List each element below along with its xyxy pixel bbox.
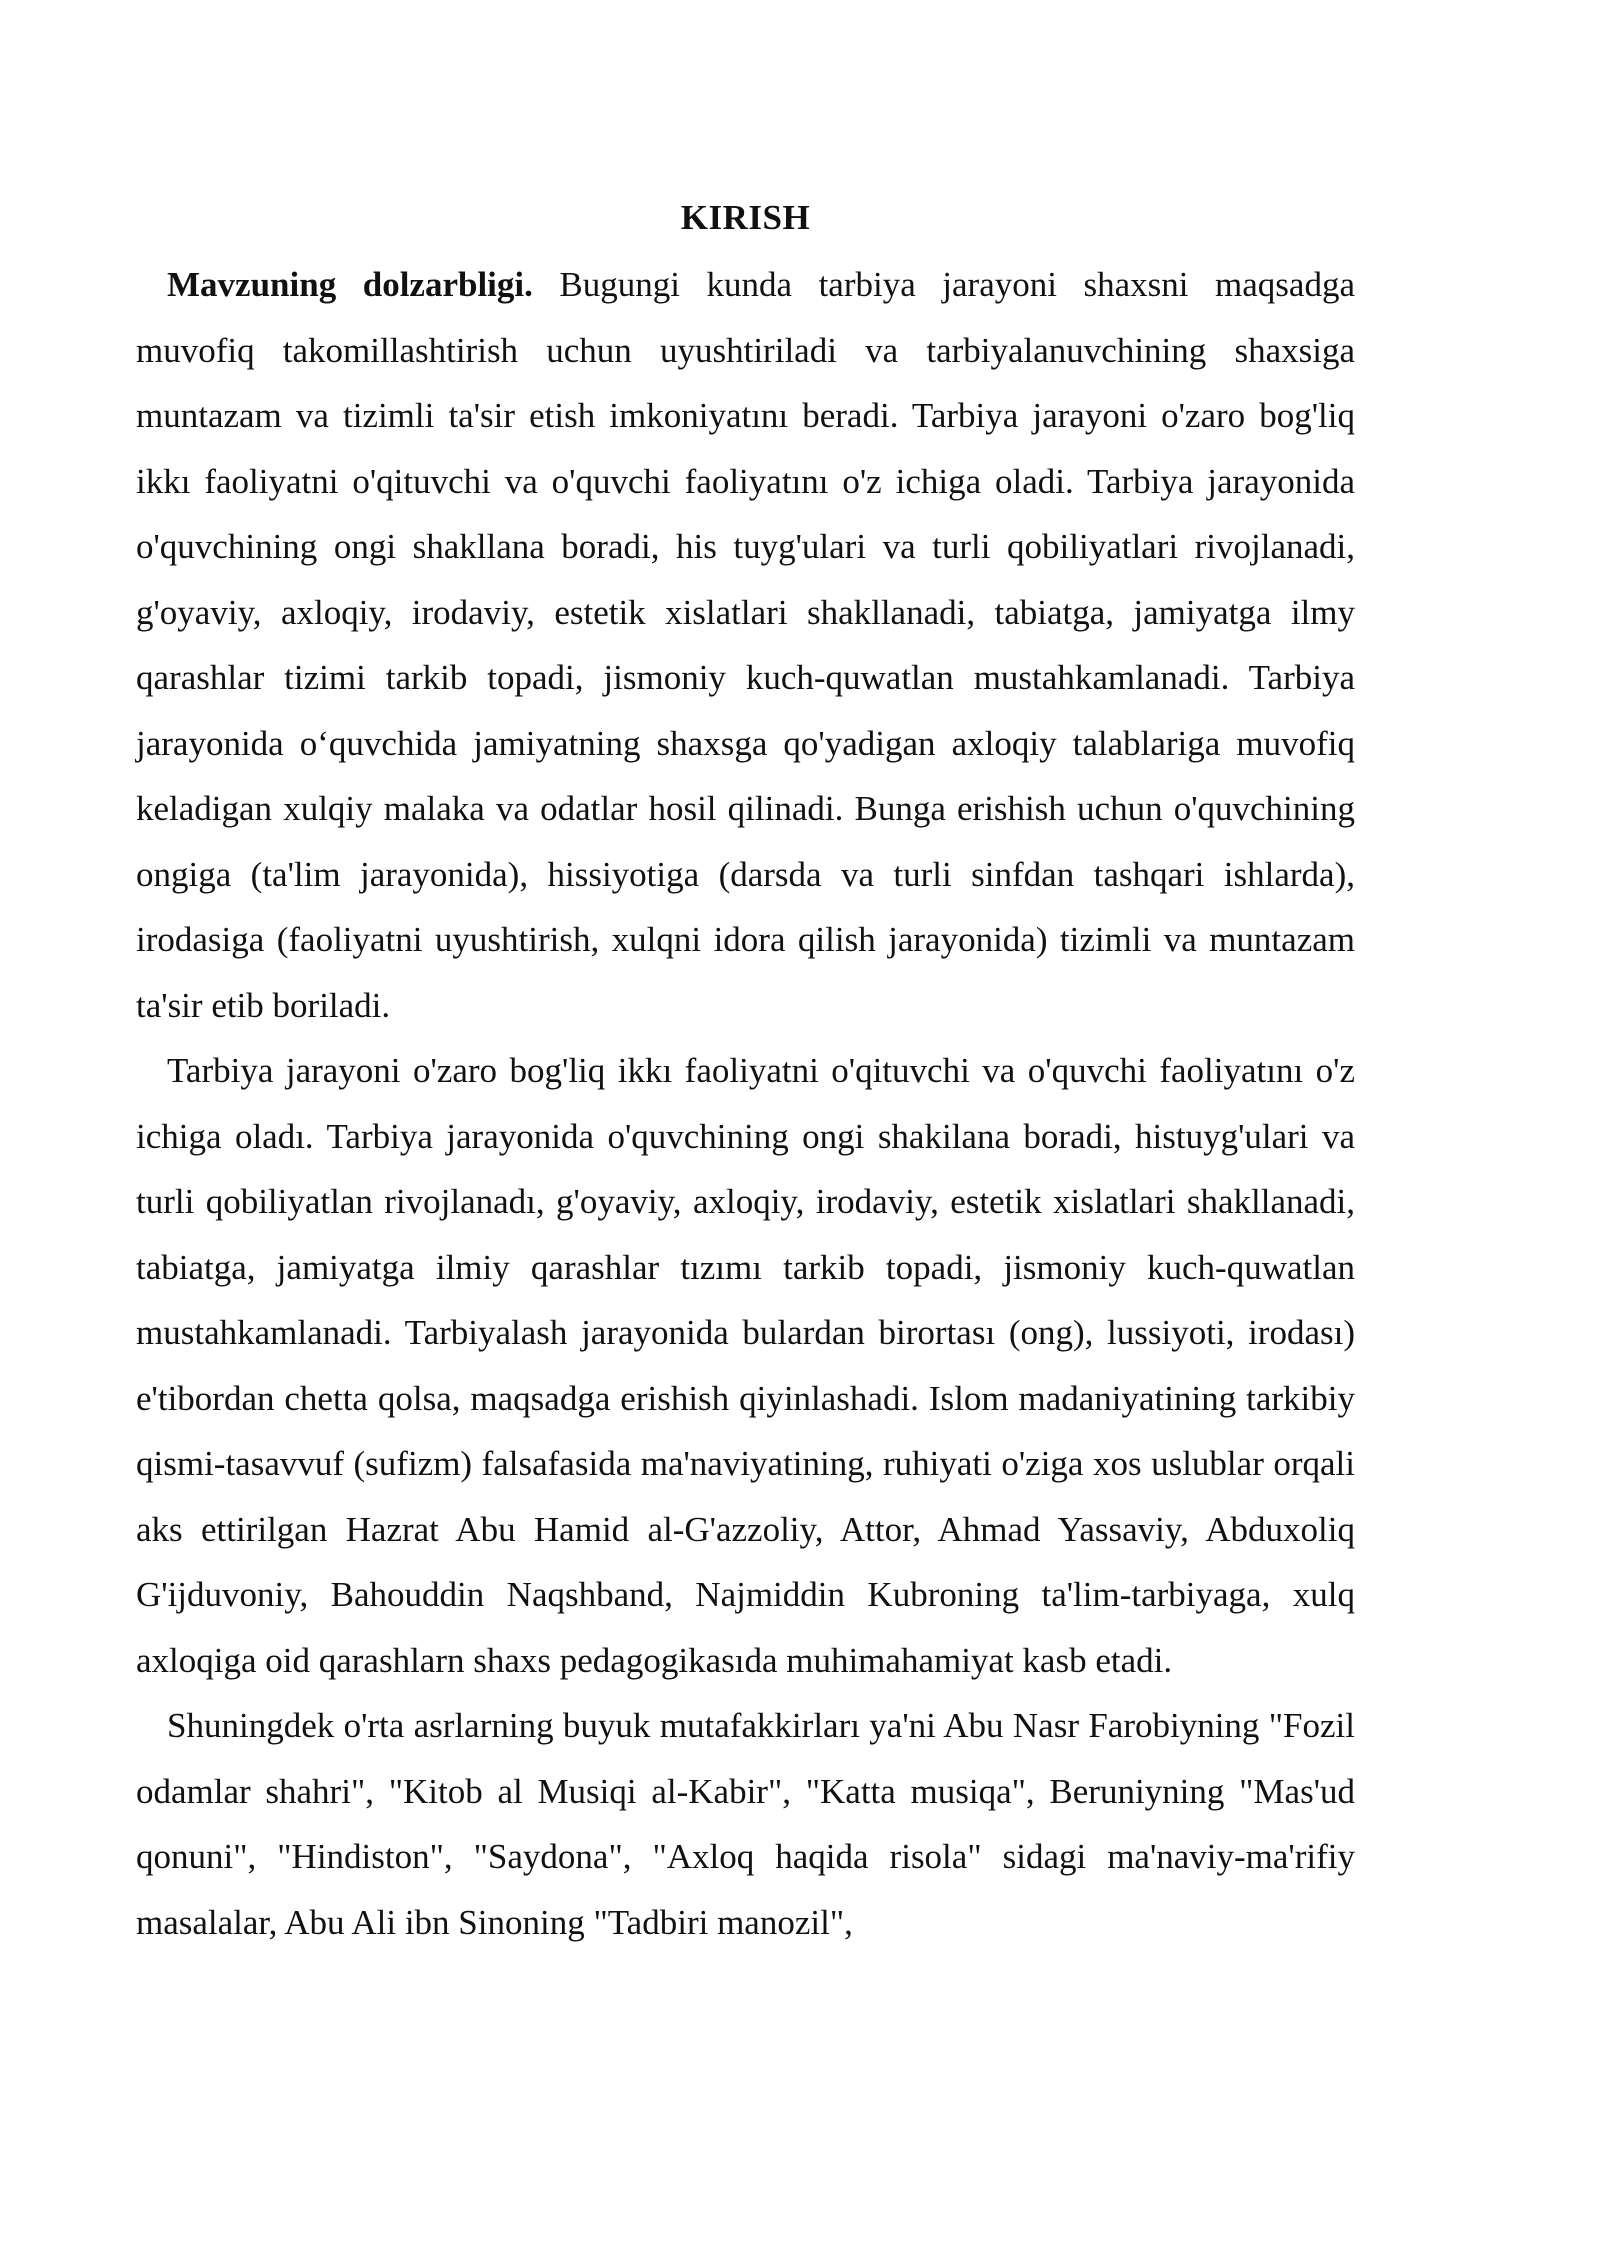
paragraph-lead: Mavzuning dolzarbligi.	[167, 265, 533, 304]
paragraph-upbringing-process	[136, 1038, 1355, 1693]
paragraph-medieval-thinkers	[136, 1693, 1355, 1955]
paragraph-text: Bugungi kunda tarbiya jarayoni shaxsni maqsadga muvofiq takomillashtirish uchun uyushtiriladi va tarbiyalanuvchining shaxsiga muntazam va tizimli ta'sir etish imkoniyatını beradi. Tarbiya jarayoni o'zaro bog'liq ikkı faoliyatni o'qituvchi va o'quvchi faoliyatını o'z ichiga oladi. Tarbiya jarayonida o'quvchining ongi shakllana boradi, his tuyg'ulari va turli qobiliyatlari rivojlanadi, g'oyaviy, axloqiy, irodaviy, estetik xislatlari shakllanadi, tabiatga, jamiyatga ilmy qarashlar tizimi tarkib topadi, jismoniy kuch-quwatlan mustahkamlanadi. Tarbiya jarayonida o‘quvchida jamiyatning shaxsga qo'yadigan axloqiy talablariga muvofiq keladigan xulqiy malaka va odatlar hosil qilinadi. Bunga erishish uchun o'quvchining ongiga (ta'lim jarayonida), hissiyotiga (darsda va turli sinfdan tashqari ishlarda), irodasiga (faoliyatni uyushtirish, xulqni idora qilish jarayonida) tizimli va muntazam ta'sir etib boriladi.	[136, 265, 1355, 1025]
paragraph-text: Tarbiya jarayoni o'zaro bog'liq ikkı faoliyatni o'qituvchi va o'quvchi faoliyatını o'z ichiga oladı. Tarbiya jarayonida o'quvchining ongi shakilana boradi, histuyg'ulari va turli qobiliyatlan rivojlanadı, g'oyaviy, axloqiy, irodaviy, estetik xislatlari shakllanadi, tabiatga, jamiyatga ilmiy qarashlar tızımı tarkib topadi, jismoniy kuch-quwatlan mustahkamlanadi. Tarbiyalash jarayonida bulardan birortası (ong), lussiyoti, irodası) e'tibordan chetta qolsa, maqsadga erishish qiyinlashadi. Islom madaniyatining tarkibiy qismi-tasavvuf (sufizm) falsafasida ma'naviyatining, ruhiyati o'ziga xos uslublar orqali aks ettirilgan Hazrat Abu Hamid al-G'azzoliy, Attor, Ahmad Yassaviy, Abduxoliq G'ijduvoniy, Bahouddin Naqshband, Najmiddin Kubroning ta'lim-tarbiyaga, xulq axloqiga oid qarashlarn shaxs pedagogikasıda muhimahamiyat kasb etadi.	[136, 1051, 1355, 1680]
paragraph-text: Shuningdek o'rta asrlarning buyuk mutafakkirları ya'ni Abu Nasr Farobiyning "Fozil odamlar shahri", "Kitob al Musiqi al-Kabir", "Katta musiqa", Beruniyning "Mas'ud qonuni", "Hindiston", "Saydona", "Axloq haqida risola" sidagi ma'naviy-ma'rifiy masalalar, Abu Ali ibn Sinoning "Tadbiri manozil",	[136, 1706, 1355, 1942]
paragraph-relevance	[136, 252, 1355, 1038]
document-page	[136, 190, 1355, 1955]
page-title: KIRISH	[680, 198, 811, 237]
